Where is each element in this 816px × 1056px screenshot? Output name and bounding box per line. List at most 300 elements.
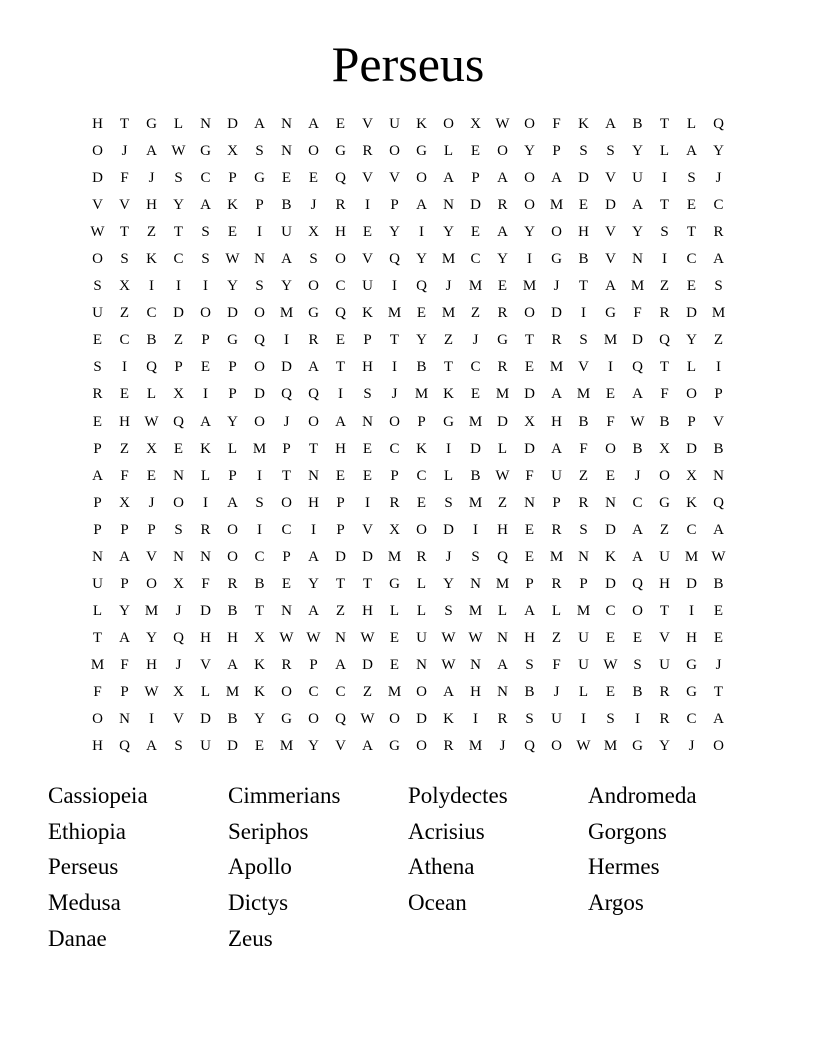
grid-letter: M bbox=[468, 494, 483, 511]
grid-letter: R bbox=[92, 386, 103, 403]
grid-letter: J bbox=[715, 170, 722, 187]
grid-letter: P bbox=[282, 548, 291, 565]
word-bank-item: Cassiopeia bbox=[48, 783, 148, 808]
grid-letter: Z bbox=[578, 467, 589, 484]
grid-letter: A bbox=[551, 440, 562, 457]
grid-letter: E bbox=[200, 359, 211, 376]
grid-letter: A bbox=[632, 521, 643, 538]
grid-letter: O bbox=[524, 170, 535, 187]
grid-letter: M bbox=[495, 575, 510, 592]
grid-letter: T bbox=[254, 602, 265, 619]
grid-letter: A bbox=[335, 656, 346, 673]
grid-letter: D bbox=[362, 548, 373, 565]
grid-letter: D bbox=[524, 386, 535, 403]
grid-letter: W bbox=[441, 629, 456, 646]
grid-letter: N bbox=[119, 711, 130, 728]
grid-letter: I bbox=[203, 386, 208, 403]
grid-letter: E bbox=[524, 359, 535, 376]
grid-letter: T bbox=[335, 575, 346, 592]
grid-letter: R bbox=[362, 143, 373, 160]
grid-letter: C bbox=[389, 440, 400, 457]
grid-letter: A bbox=[551, 170, 562, 187]
grid-letter: E bbox=[713, 629, 724, 646]
grid-letter: K bbox=[605, 548, 616, 565]
word-bank-item: Medusa bbox=[48, 890, 121, 916]
grid-row bbox=[84, 490, 732, 517]
grid-letter: X bbox=[173, 386, 184, 403]
grid-letter: C bbox=[686, 711, 697, 728]
grid-letter: S bbox=[525, 711, 534, 728]
grid-letter: E bbox=[632, 629, 643, 646]
grid-letter: H bbox=[200, 629, 211, 646]
grid-letter: T bbox=[524, 332, 535, 349]
grid-letter: Y bbox=[227, 278, 238, 295]
grid-letter: P bbox=[147, 521, 156, 538]
grid-letter: K bbox=[254, 684, 265, 700]
grid-letter: T bbox=[578, 278, 589, 295]
grid-letter: H bbox=[362, 359, 373, 376]
grid-letter: O bbox=[254, 305, 265, 322]
grid-letter: I bbox=[473, 521, 478, 538]
grid-letter: M bbox=[279, 305, 294, 322]
grid-letter: E bbox=[335, 467, 346, 484]
grid-letter: M bbox=[90, 656, 105, 673]
grid-row bbox=[84, 679, 732, 706]
grid-letter: N bbox=[578, 548, 589, 565]
grid-letter: A bbox=[632, 548, 643, 565]
grid-letter: A bbox=[443, 170, 454, 187]
grid-letter: E bbox=[119, 386, 130, 403]
grid-letter: N bbox=[497, 684, 508, 700]
grid-letter: G bbox=[146, 116, 157, 133]
grid-letter: I bbox=[149, 278, 154, 295]
grid-letter: L bbox=[227, 440, 238, 457]
grid-letter: R bbox=[551, 521, 562, 538]
grid-letter: G bbox=[686, 684, 697, 700]
grid-letter: O bbox=[389, 711, 400, 728]
word-bank-item: Cimmerians bbox=[228, 783, 341, 808]
grid-letter: Y bbox=[713, 143, 724, 160]
grid-letter: M bbox=[603, 332, 618, 349]
grid-letter: Y bbox=[281, 278, 292, 295]
grid-letter: X bbox=[686, 467, 697, 484]
grid-letter: Q bbox=[713, 494, 724, 511]
grid-letter: N bbox=[281, 116, 292, 133]
grid-letter: N bbox=[362, 413, 373, 430]
grid-letter: A bbox=[497, 656, 508, 673]
grid-letter: E bbox=[578, 197, 589, 214]
grid-letter: U bbox=[92, 305, 103, 322]
grid-letter: X bbox=[389, 521, 400, 538]
grid-letter: U bbox=[659, 656, 670, 673]
grid-letter: W bbox=[630, 413, 645, 430]
grid-letter: N bbox=[173, 467, 184, 484]
grid-letter: V bbox=[362, 170, 373, 187]
grid-letter: L bbox=[200, 467, 211, 484]
grid-letter: K bbox=[686, 494, 697, 511]
grid-letter: G bbox=[335, 143, 346, 160]
grid-letter: M bbox=[522, 278, 537, 295]
grid-letter: N bbox=[497, 629, 508, 646]
grid-letter: G bbox=[632, 738, 643, 755]
grid-letter: J bbox=[283, 413, 290, 430]
grid-letter: P bbox=[93, 440, 102, 457]
grid-letter: D bbox=[470, 440, 481, 457]
grid-letter: N bbox=[443, 197, 454, 214]
grid-letter: E bbox=[389, 629, 400, 646]
grid-letter: I bbox=[581, 711, 586, 728]
grid-letter: R bbox=[551, 575, 562, 592]
grid-letter: D bbox=[416, 711, 427, 728]
grid-letter: D bbox=[497, 413, 508, 430]
grid-letter: S bbox=[255, 278, 264, 295]
grid-letter: T bbox=[713, 684, 724, 700]
grid-letter: T bbox=[443, 359, 454, 376]
grid-letter: I bbox=[338, 386, 343, 403]
grid-letter: M bbox=[144, 602, 159, 619]
grid-letter: D bbox=[470, 197, 481, 214]
grid-letter: M bbox=[252, 440, 267, 457]
grid-letter: L bbox=[173, 116, 184, 133]
grid-letter: O bbox=[416, 170, 427, 187]
grid-letter: G bbox=[227, 332, 238, 349]
grid-letter: I bbox=[662, 251, 667, 268]
grid-letter: T bbox=[362, 575, 373, 592]
grid-letter: P bbox=[552, 143, 561, 160]
grid-letter: O bbox=[200, 305, 211, 322]
grid-letter: J bbox=[175, 602, 182, 619]
grid-row bbox=[84, 571, 732, 598]
grid-letter: O bbox=[389, 143, 400, 160]
grid-letter: L bbox=[200, 684, 211, 700]
grid-letter: R bbox=[659, 711, 670, 728]
grid-letter: P bbox=[228, 386, 237, 403]
grid-letter: E bbox=[92, 413, 103, 430]
grid-letter: D bbox=[605, 575, 616, 592]
grid-row bbox=[84, 436, 732, 463]
grid-letter: L bbox=[497, 440, 508, 457]
grid-letter: E bbox=[281, 170, 292, 187]
grid-letter: M bbox=[630, 278, 645, 295]
grid-letter: L bbox=[578, 684, 589, 700]
grid-letter: N bbox=[632, 251, 643, 268]
grid-letter: A bbox=[92, 467, 103, 484]
grid-letter: M bbox=[441, 305, 456, 322]
grid-letter: X bbox=[308, 224, 319, 241]
grid-letter: P bbox=[228, 467, 237, 484]
grid-letter: I bbox=[608, 359, 613, 376]
grid-letter: U bbox=[416, 629, 427, 646]
grid-letter: N bbox=[605, 494, 616, 511]
grid-letter: W bbox=[495, 467, 510, 484]
grid-letter: V bbox=[146, 548, 157, 565]
grid-letter: Q bbox=[173, 629, 184, 646]
grid-letter: Q bbox=[119, 738, 130, 755]
grid-letter: P bbox=[174, 359, 183, 376]
grid-letter: S bbox=[471, 548, 480, 565]
grid-letter: T bbox=[659, 197, 670, 214]
grid-letter: J bbox=[310, 197, 317, 214]
grid-letter: K bbox=[227, 197, 238, 214]
grid-letter: C bbox=[146, 305, 157, 322]
grid-letter: F bbox=[660, 386, 669, 403]
grid-letter: C bbox=[416, 467, 427, 484]
grid-letter: J bbox=[499, 738, 506, 755]
grid-letter: S bbox=[363, 386, 372, 403]
grid-row bbox=[84, 327, 732, 354]
grid-letter: Z bbox=[659, 521, 670, 538]
grid-letter: O bbox=[605, 440, 616, 457]
grid-letter: Z bbox=[470, 305, 481, 322]
grid-letter: W bbox=[711, 548, 726, 565]
grid-row bbox=[84, 517, 732, 544]
grid-letter: O bbox=[524, 305, 535, 322]
grid-letter: H bbox=[659, 575, 670, 592]
grid-letter: E bbox=[470, 224, 481, 241]
grid-letter: O bbox=[254, 413, 265, 430]
grid-letter: A bbox=[146, 143, 157, 160]
grid-letter: Z bbox=[713, 332, 724, 349]
grid-letter: O bbox=[524, 116, 535, 133]
grid-letter: K bbox=[254, 656, 265, 673]
grid-letter: I bbox=[311, 521, 316, 538]
grid-letter: X bbox=[173, 575, 184, 592]
grid-letter: P bbox=[282, 440, 291, 457]
grid-row bbox=[84, 300, 732, 327]
grid-letter: Q bbox=[335, 170, 346, 187]
grid-letter: H bbox=[335, 440, 346, 457]
grid-letter: T bbox=[119, 224, 130, 241]
grid-letter: Y bbox=[686, 332, 697, 349]
word-bank-item: Ocean bbox=[408, 890, 467, 916]
grid-letter: I bbox=[149, 711, 154, 728]
grid-letter: A bbox=[254, 116, 265, 133]
grid-letter: U bbox=[578, 629, 589, 646]
grid-letter: E bbox=[524, 521, 535, 538]
grid-letter: O bbox=[92, 251, 103, 268]
grid-letter: N bbox=[308, 467, 319, 484]
grid-letter: C bbox=[254, 548, 265, 565]
grid-letter: I bbox=[392, 278, 397, 295]
grid-letter: L bbox=[92, 602, 103, 619]
grid-letter: H bbox=[551, 413, 562, 430]
grid-letter: P bbox=[552, 494, 561, 511]
grid-letter: D bbox=[524, 440, 535, 457]
grid-letter: A bbox=[416, 197, 427, 214]
grid-letter: M bbox=[711, 305, 726, 322]
grid-letter: W bbox=[225, 251, 240, 268]
grid-letter: P bbox=[228, 359, 237, 376]
grid-letter: H bbox=[362, 602, 373, 619]
grid-letter: N bbox=[335, 629, 346, 646]
grid-letter: Y bbox=[497, 251, 508, 268]
grid-letter: G bbox=[308, 305, 319, 322]
grid-letter: V bbox=[389, 170, 400, 187]
grid-letter: G bbox=[416, 143, 427, 160]
grid-letter: D bbox=[227, 305, 238, 322]
grid-letter: P bbox=[336, 521, 345, 538]
word-bank-item: Perseus bbox=[48, 854, 119, 880]
grid-letter: Y bbox=[308, 738, 319, 755]
grid-letter: V bbox=[200, 656, 211, 673]
grid-letter: I bbox=[581, 305, 586, 322]
grid-letter: F bbox=[120, 656, 129, 673]
grid-letter: X bbox=[119, 278, 130, 295]
grid-letter: E bbox=[335, 332, 346, 349]
grid-letter: R bbox=[335, 197, 346, 214]
grid-row bbox=[84, 733, 732, 760]
grid-letter: M bbox=[576, 386, 591, 403]
grid-letter: D bbox=[92, 170, 103, 187]
grid-letter: P bbox=[390, 467, 399, 484]
grid-letter: I bbox=[365, 197, 370, 214]
grid-letter: G bbox=[389, 575, 400, 592]
grid-letter: A bbox=[632, 386, 643, 403]
grid-letter: R bbox=[308, 332, 319, 349]
grid-letter: Z bbox=[119, 305, 130, 322]
grid-row bbox=[84, 354, 732, 381]
grid-letter: C bbox=[470, 359, 481, 376]
grid-letter: U bbox=[362, 278, 373, 295]
grid-letter: C bbox=[686, 251, 697, 268]
grid-letter: E bbox=[605, 467, 616, 484]
grid-letter: Z bbox=[551, 629, 562, 646]
grid-letter: P bbox=[714, 386, 723, 403]
grid-letter: P bbox=[417, 413, 426, 430]
grid-letter: P bbox=[120, 575, 129, 592]
grid-letter: A bbox=[119, 629, 130, 646]
grid-row bbox=[84, 165, 732, 192]
grid-letter: L bbox=[659, 143, 670, 160]
grid-letter: M bbox=[684, 548, 699, 565]
grid-letter: Q bbox=[146, 359, 157, 376]
grid-letter: P bbox=[471, 170, 480, 187]
grid-letter: B bbox=[632, 440, 643, 457]
grid-letter: E bbox=[254, 738, 265, 755]
grid-letter: V bbox=[605, 224, 616, 241]
grid-row bbox=[84, 625, 732, 652]
grid-letter: G bbox=[200, 143, 211, 160]
grid-letter: R bbox=[443, 738, 454, 755]
grid-letter: R bbox=[389, 494, 400, 511]
grid-letter: Y bbox=[524, 224, 535, 241]
grid-letter: R bbox=[551, 332, 562, 349]
grid-letter: G bbox=[659, 494, 670, 511]
grid-letter: I bbox=[257, 521, 262, 538]
grid-letter: O bbox=[227, 548, 238, 565]
grid-letter: B bbox=[524, 684, 535, 700]
grid-letter: Y bbox=[416, 332, 427, 349]
grid-letter: E bbox=[281, 575, 292, 592]
word-bank-item: Ethiopia bbox=[48, 818, 126, 844]
grid-letter: V bbox=[578, 359, 589, 376]
grid-letter: V bbox=[335, 738, 346, 755]
grid-letter: D bbox=[227, 116, 238, 133]
grid-letter: P bbox=[525, 575, 534, 592]
grid-letter: A bbox=[713, 251, 724, 268]
grid-letter: I bbox=[122, 359, 127, 376]
grid-letter: W bbox=[360, 711, 375, 728]
grid-letter: O bbox=[659, 467, 670, 484]
grid-letter: O bbox=[524, 197, 535, 214]
grid-letter: B bbox=[416, 359, 427, 376]
grid-letter: S bbox=[687, 170, 696, 187]
grid-letter: J bbox=[445, 278, 452, 295]
grid-letter: B bbox=[632, 116, 643, 133]
grid-letter: Y bbox=[632, 143, 643, 160]
grid-letter: M bbox=[468, 738, 483, 755]
grid-letter: C bbox=[200, 170, 211, 187]
grid-letter: S bbox=[660, 224, 669, 241]
grid-letter: B bbox=[227, 711, 238, 728]
grid-letter: E bbox=[146, 467, 157, 484]
grid-letter: H bbox=[92, 738, 103, 755]
grid-letter: I bbox=[203, 278, 208, 295]
grid-letter: A bbox=[335, 413, 346, 430]
grid-letter: M bbox=[225, 684, 240, 700]
grid-letter: C bbox=[632, 494, 643, 511]
grid-letter: N bbox=[173, 548, 184, 565]
grid-letter: R bbox=[416, 548, 427, 565]
grid-letter: C bbox=[470, 251, 481, 268]
grid-letter: T bbox=[92, 629, 103, 646]
grid-letter: C bbox=[605, 602, 616, 619]
grid-letter: H bbox=[146, 656, 157, 673]
grid-letter: H bbox=[92, 116, 103, 133]
grid-letter: O bbox=[92, 143, 103, 160]
grid-letter: T bbox=[659, 116, 670, 133]
grid-letter: B bbox=[578, 413, 589, 430]
grid-letter: Y bbox=[227, 413, 238, 430]
grid-letter: M bbox=[387, 305, 402, 322]
grid-letter: O bbox=[173, 494, 184, 511]
grid-letter: K bbox=[362, 305, 373, 322]
grid-letter: H bbox=[146, 197, 157, 214]
grid-letter: I bbox=[689, 602, 694, 619]
grid-letter: Y bbox=[389, 224, 400, 241]
grid-letter: S bbox=[120, 251, 129, 268]
word-bank-item: Seriphos bbox=[228, 818, 309, 844]
grid-letter: P bbox=[120, 684, 129, 700]
grid-letter: F bbox=[552, 116, 561, 133]
grid-letter: F bbox=[552, 656, 561, 673]
grid-letter: Q bbox=[254, 332, 265, 349]
grid-letter: D bbox=[686, 305, 697, 322]
grid-letter: Z bbox=[659, 278, 670, 295]
grid-letter: D bbox=[254, 386, 265, 403]
grid-letter: O bbox=[254, 359, 265, 376]
grid-letter: Y bbox=[146, 629, 157, 646]
grid-letter: J bbox=[391, 386, 398, 403]
grid-letter: A bbox=[497, 224, 508, 241]
grid-letter: I bbox=[527, 251, 532, 268]
grid-letter: P bbox=[687, 413, 696, 430]
grid-letter: W bbox=[90, 224, 105, 241]
grid-letter: I bbox=[419, 224, 424, 241]
grid-row bbox=[84, 246, 732, 273]
grid-letter: C bbox=[713, 197, 724, 214]
grid-letter: O bbox=[308, 143, 319, 160]
grid-letter: S bbox=[579, 332, 588, 349]
grid-letter: E bbox=[416, 305, 427, 322]
grid-letter: X bbox=[524, 413, 535, 430]
grid-letter: S bbox=[255, 143, 264, 160]
grid-letter: T bbox=[173, 224, 184, 241]
grid-letter: R bbox=[497, 197, 508, 214]
grid-letter: O bbox=[632, 602, 643, 619]
grid-letter: N bbox=[524, 494, 535, 511]
grid-letter: X bbox=[659, 440, 670, 457]
